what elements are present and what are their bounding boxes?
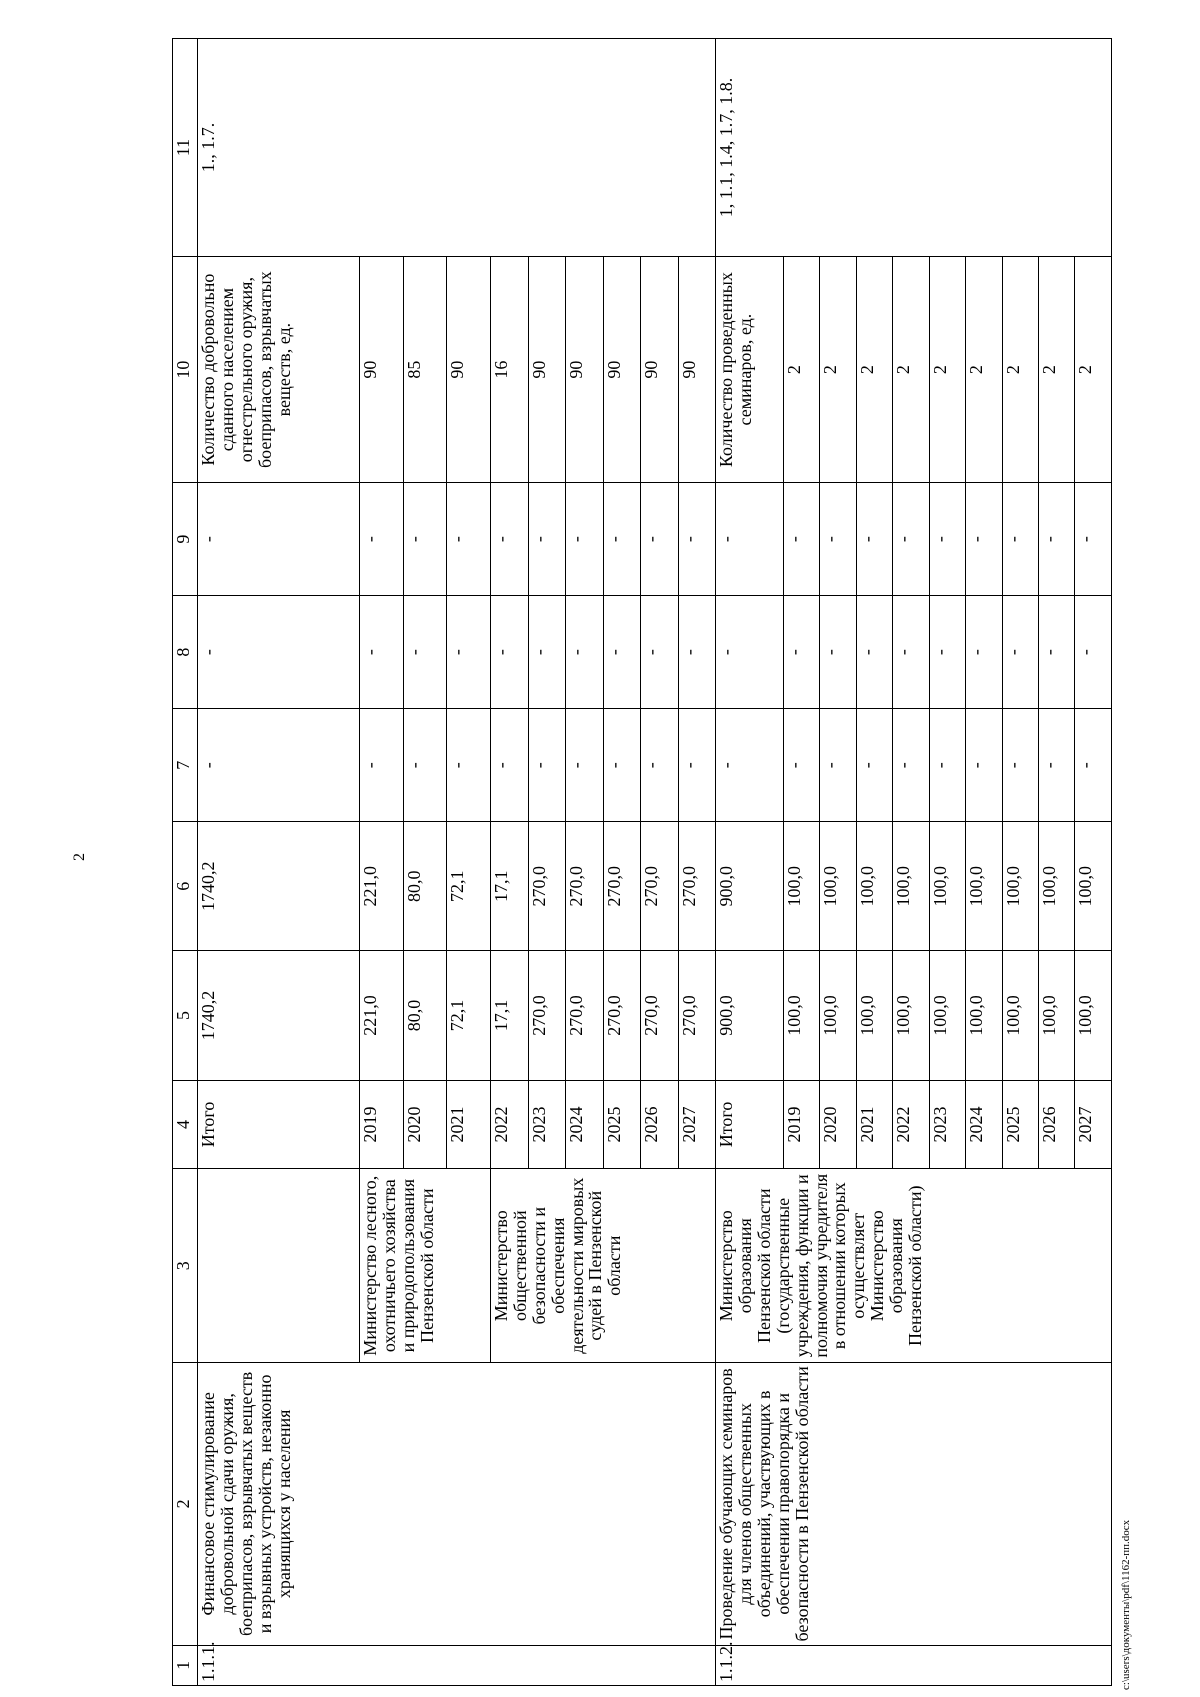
value-col5: 270,0 xyxy=(603,951,641,1080)
dash-cell: - xyxy=(566,483,604,596)
year-cell: 2021 xyxy=(856,1080,892,1169)
indicator-name: Количество проведенных семинаров, ед. xyxy=(716,257,784,483)
dash-cell: - xyxy=(1039,709,1075,822)
year-cell: 2020 xyxy=(820,1080,856,1169)
dash-cell: - xyxy=(447,483,491,596)
dash-cell: - xyxy=(360,709,404,822)
indicator-value: 2 xyxy=(856,257,892,483)
dash-cell: - xyxy=(403,483,447,596)
indicator-value: 90 xyxy=(603,257,641,483)
dash-cell: - xyxy=(491,596,529,709)
table-row xyxy=(716,39,784,1686)
dash-cell: - xyxy=(856,596,892,709)
dash-cell: - xyxy=(678,483,716,596)
value-col6: 270,0 xyxy=(641,822,679,951)
footer-path: c:\users\документы\pdf\1162-пп.docx xyxy=(1120,1519,1132,1690)
executor-cell xyxy=(198,1169,360,1363)
year-cell: 2027 xyxy=(1075,1080,1112,1169)
value-col5: 270,0 xyxy=(678,951,716,1080)
value-col5: 17,1 xyxy=(491,951,529,1080)
value-col5: 100,0 xyxy=(1002,951,1038,1080)
value-col5: 221,0 xyxy=(360,951,404,1080)
value-col6: 100,0 xyxy=(966,822,1002,951)
dash-cell: - xyxy=(198,483,360,596)
value-col5: 100,0 xyxy=(820,951,856,1080)
value-col6: 100,0 xyxy=(820,822,856,951)
dash-cell: - xyxy=(566,596,604,709)
dash-cell: - xyxy=(403,596,447,709)
total-col6: 1740,2 xyxy=(198,822,360,951)
dash-cell: - xyxy=(603,709,641,822)
dash-cell: - xyxy=(856,709,892,822)
value-col5: 270,0 xyxy=(528,951,566,1080)
dash-cell: - xyxy=(528,483,566,596)
dash-cell: - xyxy=(360,596,404,709)
value-col6: 270,0 xyxy=(566,822,604,951)
dash-cell: - xyxy=(1039,483,1075,596)
dash-cell: - xyxy=(360,483,404,596)
linked-indicators: 1, 1.1, 1.4, 1.7, 1.8. xyxy=(716,39,1112,257)
value-col5: 100,0 xyxy=(1039,951,1075,1080)
page-number: 2 xyxy=(71,853,88,861)
item-title: Финансовое стимулирование добровольной сдачи оружия, боеприпасов, взрывчатых веществ и взрывных устройств, незаконно хранящихся у населения xyxy=(198,1363,716,1646)
dash-cell: - xyxy=(198,596,360,709)
year-cell: 2025 xyxy=(1002,1080,1038,1169)
indicator-value: 90 xyxy=(641,257,679,483)
value-col6: 100,0 xyxy=(1039,822,1075,951)
year-cell: 2027 xyxy=(678,1080,716,1169)
dash-cell: - xyxy=(491,709,529,822)
indicator-value: 16 xyxy=(491,257,529,483)
dash-cell: - xyxy=(566,709,604,822)
dash-cell: - xyxy=(820,483,856,596)
dash-cell: - xyxy=(447,596,491,709)
dash-cell: - xyxy=(893,596,929,709)
dash-cell: - xyxy=(783,596,819,709)
column-number-row xyxy=(173,39,198,1686)
dash-cell: - xyxy=(893,709,929,822)
col-num: 2 xyxy=(173,1363,198,1646)
total-label: Итого xyxy=(716,1080,784,1169)
value-col6: 80,0 xyxy=(403,822,447,951)
value-col5: 100,0 xyxy=(1075,951,1112,1080)
table-row xyxy=(198,39,360,1686)
year-cell: 2021 xyxy=(447,1080,491,1169)
total-col5: 900,0 xyxy=(716,951,784,1080)
indicator-value: 85 xyxy=(403,257,447,483)
dash-cell: - xyxy=(820,596,856,709)
dash-cell: - xyxy=(783,709,819,822)
indicator-value: 2 xyxy=(966,257,1002,483)
value-col6: 100,0 xyxy=(783,822,819,951)
value-col5: 100,0 xyxy=(966,951,1002,1080)
value-col5: 72,1 xyxy=(447,951,491,1080)
indicator-value: 2 xyxy=(1075,257,1112,483)
indicator-value: 2 xyxy=(929,257,965,483)
dash-cell: - xyxy=(716,483,784,596)
dash-cell: - xyxy=(1075,483,1112,596)
col-num: 3 xyxy=(173,1169,198,1363)
year-cell: 2022 xyxy=(491,1080,529,1169)
col-num: 6 xyxy=(173,822,198,951)
dash-cell: - xyxy=(447,709,491,822)
col-num: 10 xyxy=(173,257,198,483)
year-cell: 2024 xyxy=(966,1080,1002,1169)
indicator-value: 90 xyxy=(566,257,604,483)
indicator-value: 90 xyxy=(447,257,491,483)
value-col5: 100,0 xyxy=(929,951,965,1080)
executor-cell: Министерство лесного, охотничьего хозяйства и природопользования Пензенской области xyxy=(360,1169,491,1363)
col-num: 5 xyxy=(173,951,198,1080)
linked-indicators: 1., 1.7. xyxy=(198,39,716,257)
value-col6: 100,0 xyxy=(1075,822,1112,951)
rotated-table-container xyxy=(172,38,1112,1686)
value-col6: 270,0 xyxy=(678,822,716,951)
dash-cell: - xyxy=(783,483,819,596)
dash-cell: - xyxy=(603,596,641,709)
dash-cell: - xyxy=(1002,596,1038,709)
indicator-value: 2 xyxy=(783,257,819,483)
total-label: Итого xyxy=(198,1080,360,1169)
item-number: 1.1.1. xyxy=(198,1645,716,1685)
col-num: 8 xyxy=(173,596,198,709)
col-num: 9 xyxy=(173,483,198,596)
year-cell: 2020 xyxy=(403,1080,447,1169)
value-col5: 270,0 xyxy=(566,951,604,1080)
year-cell: 2026 xyxy=(641,1080,679,1169)
dash-cell: - xyxy=(716,596,784,709)
col-num: 11 xyxy=(173,39,198,257)
indicator-value: 2 xyxy=(1039,257,1075,483)
item-title: Проведение обучающих семинаров для членов общественных объединений, участвующих в обеспечении правопорядка и безопасности в Пензенской области xyxy=(716,1363,1112,1646)
value-col5: 270,0 xyxy=(641,951,679,1080)
dash-cell: - xyxy=(603,483,641,596)
dash-cell: - xyxy=(966,709,1002,822)
dash-cell: - xyxy=(966,596,1002,709)
indicator-value: 2 xyxy=(820,257,856,483)
dash-cell: - xyxy=(403,709,447,822)
dash-cell: - xyxy=(641,709,679,822)
total-col5: 1740,2 xyxy=(198,951,360,1080)
dash-cell: - xyxy=(893,483,929,596)
dash-cell: - xyxy=(678,596,716,709)
dash-cell: - xyxy=(198,709,360,822)
value-col6: 221,0 xyxy=(360,822,404,951)
value-col5: 100,0 xyxy=(783,951,819,1080)
indicator-name: Количество добровольно сданного населением огнестрельного оружия, боеприпасов, взрывчатых веществ, ед. xyxy=(198,257,360,483)
indicator-value: 2 xyxy=(1002,257,1038,483)
indicator-value: 90 xyxy=(528,257,566,483)
value-col5: 80,0 xyxy=(403,951,447,1080)
dash-cell: - xyxy=(820,709,856,822)
executor-cell: Министерство общественной безопасности и обеспечения деятельности мировых судей в Пензенской области xyxy=(491,1169,716,1363)
dash-cell: - xyxy=(491,483,529,596)
value-col6: 72,1 xyxy=(447,822,491,951)
indicator-value: 90 xyxy=(360,257,404,483)
value-col6: 17,1 xyxy=(491,822,529,951)
col-num: 4 xyxy=(173,1080,198,1169)
program-table xyxy=(172,38,1112,1686)
dash-cell: - xyxy=(678,709,716,822)
year-cell: 2026 xyxy=(1039,1080,1075,1169)
executor-cell: Министерство образования Пензенской области (государственные учреждения, функции и полномочия учредителя в отношении которых осуществляет Министерство образования Пензенской области) xyxy=(716,1169,1112,1363)
dash-cell: - xyxy=(929,596,965,709)
value-col6: 270,0 xyxy=(603,822,641,951)
dash-cell: - xyxy=(1002,709,1038,822)
dash-cell: - xyxy=(641,483,679,596)
dash-cell: - xyxy=(856,483,892,596)
dash-cell: - xyxy=(528,709,566,822)
col-num: 1 xyxy=(173,1645,198,1685)
year-cell: 2023 xyxy=(929,1080,965,1169)
year-cell: 2022 xyxy=(893,1080,929,1169)
dash-cell: - xyxy=(966,483,1002,596)
dash-cell: - xyxy=(1075,709,1112,822)
dash-cell: - xyxy=(929,483,965,596)
year-cell: 2019 xyxy=(783,1080,819,1169)
value-col5: 100,0 xyxy=(856,951,892,1080)
indicator-value: 90 xyxy=(678,257,716,483)
value-col6: 100,0 xyxy=(929,822,965,951)
year-cell: 2024 xyxy=(566,1080,604,1169)
value-col5: 100,0 xyxy=(893,951,929,1080)
col-num: 7 xyxy=(173,709,198,822)
item-number: 1.1.2. xyxy=(716,1645,1112,1685)
dash-cell: - xyxy=(1039,596,1075,709)
dash-cell: - xyxy=(716,709,784,822)
value-col6: 100,0 xyxy=(1002,822,1038,951)
value-col6: 100,0 xyxy=(893,822,929,951)
dash-cell: - xyxy=(929,709,965,822)
dash-cell: - xyxy=(1002,483,1038,596)
year-cell: 2019 xyxy=(360,1080,404,1169)
dash-cell: - xyxy=(641,596,679,709)
total-col6: 900,0 xyxy=(716,822,784,951)
value-col6: 100,0 xyxy=(856,822,892,951)
indicator-value: 2 xyxy=(893,257,929,483)
dash-cell: - xyxy=(528,596,566,709)
dash-cell: - xyxy=(1075,596,1112,709)
value-col6: 270,0 xyxy=(528,822,566,951)
year-cell: 2025 xyxy=(603,1080,641,1169)
year-cell: 2023 xyxy=(528,1080,566,1169)
